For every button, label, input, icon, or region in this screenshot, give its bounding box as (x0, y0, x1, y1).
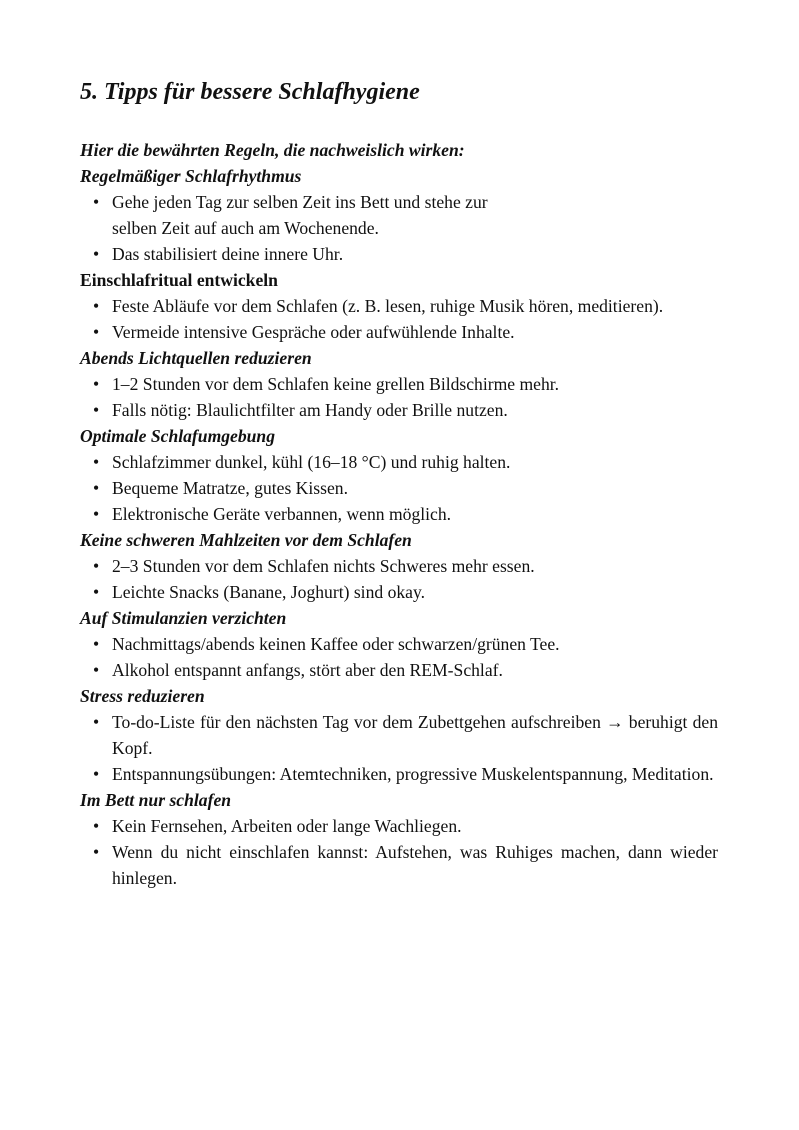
bullet-icon: • (93, 556, 100, 576)
list-item (80, 241, 718, 267)
bullet-icon: • (93, 400, 100, 420)
bullet-icon: • (93, 478, 100, 498)
bullet-icon: • (93, 244, 100, 264)
section-heading: Einschlafritual entwickeln (80, 270, 278, 290)
list-item-text: Nachmittags/abends keinen Kaffee oder schwarzen/grünen Tee. (112, 634, 560, 654)
section-heading: Stress reduzieren (80, 686, 205, 706)
intro-text: Hier die bewährten Regeln, die nachweislich wirken: (80, 140, 465, 160)
list-item-text: 1–2 Stunden vor dem Schlafen keine grellen Bildschirme mehr. (112, 374, 560, 394)
list-item (80, 475, 718, 501)
bullet-list (80, 631, 718, 683)
list-item (80, 761, 718, 787)
list-item (80, 397, 718, 423)
list-item (80, 631, 718, 657)
list-item-text: To-do-Liste für den nächsten Tag vor dem Zubettgehen aufschreiben → beruhigt den Kopf. (112, 712, 718, 758)
bullet-list (80, 189, 718, 267)
list-item (80, 813, 718, 839)
bullet-list (80, 813, 718, 891)
list-item (80, 293, 718, 319)
bullet-icon: • (93, 374, 100, 394)
bullet-list (80, 371, 718, 423)
list-item-text: Kein Fernsehen, Arbeiten oder lange Wachliegen. (112, 816, 462, 836)
list-item-text: Entspannungsübungen: Atemtechniken, progressive Muskelentspannung, Meditation. (112, 764, 714, 784)
bullet-list (80, 449, 718, 527)
bullet-icon: • (93, 816, 100, 836)
page-title: 5. Tipps für bessere Schlafhygiene (80, 79, 420, 105)
list-item-text: Vermeide intensive Gespräche oder aufwühlende Inhalte. (112, 322, 515, 342)
list-item (80, 553, 718, 579)
list-item (80, 319, 718, 345)
bullet-icon: • (93, 712, 100, 732)
bullet-icon: • (93, 764, 100, 784)
bullet-icon: • (93, 504, 100, 524)
bullet-icon: • (93, 296, 100, 316)
bullet-icon: • (93, 322, 100, 342)
list-item-text: Leichte Snacks (Banane, Joghurt) sind okay. (112, 582, 426, 602)
list-item-text: Alkohol entspannt anfangs, stört aber den REM-Schlaf. (112, 660, 503, 680)
list-item-text: Bequeme Matratze, gutes Kissen. (112, 478, 348, 498)
bullet-list (80, 293, 718, 345)
section-heading: Keine schweren Mahlzeiten vor dem Schlafen (80, 530, 412, 550)
list-item-text: Das stabilisiert deine innere Uhr. (112, 244, 344, 264)
bullet-icon: • (93, 634, 100, 654)
list-item-text: Schlafzimmer dunkel, kühl (16–18 °C) und ruhig halten. (112, 452, 511, 472)
document-body (80, 137, 718, 891)
list-item (80, 449, 718, 475)
bullet-icon: • (93, 582, 100, 602)
list-item (80, 579, 718, 605)
bullet-icon: • (93, 452, 100, 472)
section-heading: Optimale Schlafumgebung (80, 426, 276, 446)
list-item (80, 371, 718, 397)
bullet-list (80, 709, 718, 787)
list-item (80, 657, 718, 683)
section-heading: Abends Lichtquellen reduzieren (80, 348, 312, 368)
list-item-text: 2–3 Stunden vor dem Schlafen nichts Schweres mehr essen. (112, 556, 535, 576)
section-heading: Regelmäßiger Schlafrhythmus (80, 166, 302, 186)
bullet-icon: • (93, 842, 100, 862)
list-item-text: Elektronische Geräte verbannen, wenn möglich. (112, 504, 452, 524)
list-item-text: Gehe jeden Tag zur selben Zeit ins Bett und stehe zur selben Zeit auf auch am Wochenende. (112, 192, 488, 238)
section-heading: Auf Stimulanzien verzichten (80, 608, 287, 628)
list-item (80, 501, 718, 527)
list-item (80, 709, 718, 761)
list-item-text: Falls nötig: Blaulichtfilter am Handy oder Brille nutzen. (112, 400, 508, 420)
list-item (80, 189, 718, 241)
list-item-text: Wenn du nicht einschlafen kannst: Aufstehen, was Ruhiges machen, dann wieder hinlegen. (112, 842, 718, 888)
section-heading: Im Bett nur schlafen (80, 790, 232, 810)
bullet-list (80, 553, 718, 605)
bullet-icon: • (93, 192, 100, 212)
list-item (80, 839, 718, 891)
list-item-text: Feste Abläufe vor dem Schlafen (z. B. lesen, ruhige Musik hören, meditieren). (112, 296, 664, 316)
bullet-icon: • (93, 660, 100, 680)
